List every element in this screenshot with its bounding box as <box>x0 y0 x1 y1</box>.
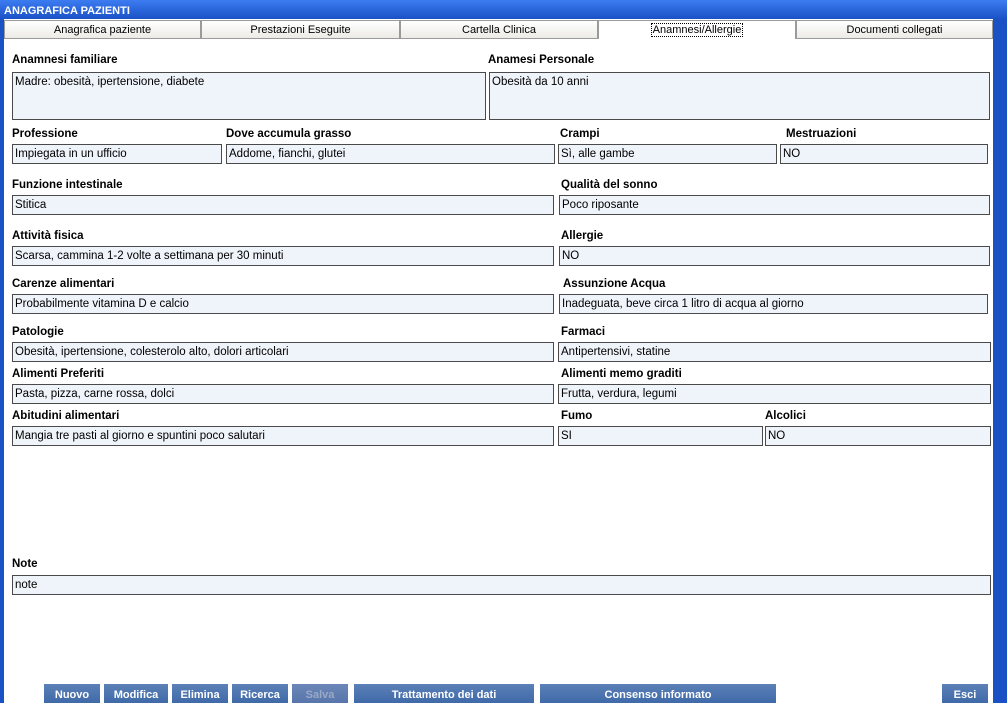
allergie-field[interactable]: NO <box>559 246 990 266</box>
abitudini-field[interactable]: Mangia tre pasti al giorno e spuntini poco salutari <box>12 426 554 446</box>
farmaci-label: Farmaci <box>561 326 606 338</box>
allergie-label: Allergie <box>561 230 604 242</box>
salva-button[interactable]: Salva <box>292 684 348 703</box>
note-label: Note <box>12 558 38 570</box>
elimina-button[interactable]: Elimina <box>172 684 228 703</box>
ricerca-button[interactable]: Ricerca <box>232 684 288 703</box>
mestruazioni-label: Mestruazioni <box>786 128 857 140</box>
anamnesi-familiare-label: Anamnesi familiare <box>12 54 118 66</box>
window-frame-right <box>993 0 1007 703</box>
acqua-label: Assunzione Acqua <box>563 278 666 290</box>
fumo-label: Fumo <box>561 410 593 422</box>
patologie-label: Patologie <box>12 326 64 338</box>
funzione-intestinale-label: Funzione intestinale <box>12 179 123 191</box>
alimenti-preferiti-field[interactable]: Pasta, pizza, carne rossa, dolci <box>12 384 554 404</box>
grasso-field[interactable]: Addome, fianchi, glutei <box>226 144 555 164</box>
funzione-intestinale-field[interactable]: Stitica <box>12 195 554 215</box>
grasso-label: Dove accumula grasso <box>226 128 352 140</box>
alimenti-meno-label: Alimenti memo graditi <box>561 368 682 380</box>
tab-label: Cartella Clinica <box>462 24 536 36</box>
anamnesi-personale-label: Anamesi Personale <box>488 54 595 66</box>
tab-label: Anagrafica paziente <box>53 24 152 36</box>
button-bar <box>4 684 993 703</box>
abitudini-label: Abitudini alimentari <box>12 410 120 422</box>
tab-anagrafica-paziente[interactable] <box>4 20 201 39</box>
tab-prestazioni-eseguite[interactable] <box>201 20 400 39</box>
sonno-field[interactable]: Poco riposante <box>559 195 990 215</box>
professione-label: Professione <box>12 128 78 140</box>
nuovo-button[interactable]: Nuovo <box>44 684 100 703</box>
sonno-label: Qualità del sonno <box>561 179 658 191</box>
anamnesi-panel <box>4 39 993 684</box>
esci-button[interactable]: Esci <box>942 684 988 703</box>
crampi-label: Crampi <box>560 128 600 140</box>
tab-label: Prestazioni Eseguite <box>250 24 351 36</box>
alimenti-meno-field[interactable]: Frutta, verdura, legumi <box>558 384 991 404</box>
attivita-fisica-label: Attività fisica <box>12 230 84 242</box>
tab-documenti-collegati[interactable] <box>796 20 993 39</box>
attivita-fisica-field[interactable]: Scarsa, cammina 1-2 volte a settimana per 30 minuti <box>12 246 554 266</box>
anamnesi-familiare-field[interactable]: Madre: obesità, ipertensione, diabete <box>12 72 486 120</box>
tab-bar <box>4 20 993 39</box>
consenso-informato-button[interactable]: Consenso informato <box>540 684 776 703</box>
anamnesi-personale-field[interactable]: Obesità da 10 anni <box>489 72 990 120</box>
modifica-button[interactable]: Modifica <box>104 684 168 703</box>
farmaci-field[interactable]: Antipertensivi, statine <box>558 342 991 362</box>
alimenti-preferiti-label: Alimenti Preferiti <box>12 368 105 380</box>
crampi-field[interactable]: Sì, alle gambe <box>558 144 777 164</box>
note-field[interactable]: note <box>12 575 991 595</box>
carenze-label: Carenze alimentari <box>12 278 115 290</box>
alcolici-label: Alcolici <box>765 410 806 422</box>
alcolici-field[interactable]: NO <box>765 426 991 446</box>
tab-anamnesi-allergie[interactable] <box>598 20 796 39</box>
patologie-field[interactable]: Obesità, ipertensione, colesterolo alto, dolori articolari <box>12 342 554 362</box>
trattamento-dati-button[interactable]: Trattamento dei dati <box>354 684 534 703</box>
tab-label: Documenti collegati <box>846 24 943 36</box>
mestruazioni-field[interactable]: NO <box>780 144 988 164</box>
fumo-field[interactable]: SI <box>558 426 763 446</box>
tab-label: Anamnesi/Allergie <box>652 24 742 36</box>
professione-field[interactable]: Impiegata in un ufficio <box>12 144 222 164</box>
carenze-field[interactable]: Probabilmente vitamina D e calcio <box>12 294 554 314</box>
tab-cartella-clinica[interactable] <box>400 20 598 39</box>
acqua-field[interactable]: Inadeguata, beve circa 1 litro di acqua al giorno <box>559 294 988 314</box>
window-title: ANAGRAFICA PAZIENTI <box>0 0 1007 19</box>
